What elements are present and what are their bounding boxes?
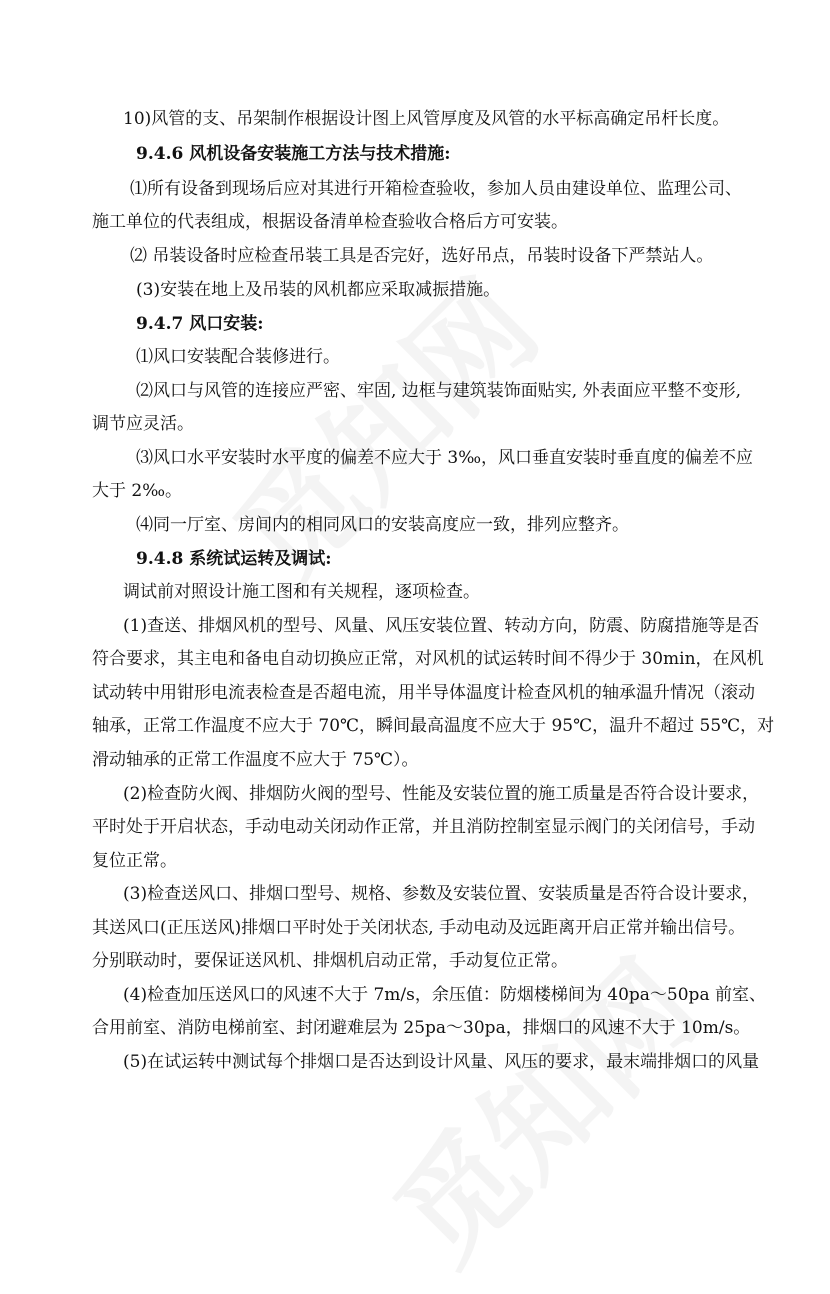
text-line: 分别联动时，要保证送风机、排烟机启动正常，手动复位正常。 [92,951,568,971]
text-line: 复位正常。 [92,851,177,871]
text-line: ⑵ 吊装设备时应检查吊装工具是否完好，选好吊点，吊装时设备下严禁站人。 [130,246,714,266]
text-line: ⑴所有设备到现场后应对其进行开箱检查验收，参加人员由建设单位、监理公司、 [130,179,742,199]
text-line: 试动转中用钳形电流表检查是否超电流，用半导体温度计检查风机的轴承温升情况（滚动 [92,683,755,703]
text-line: 调试前对照设计施工图和有关规程，逐项检查。 [123,582,480,602]
text-line: ⑶风口水平安装时水平度的偏差不应大于 3‰，风口垂直安装时垂直度的偏差不应 [136,448,754,468]
text-line: 符合要求，其主电和备电自动切换应正常，对风机的试运转时间不得少于 30min，在风机 [92,649,764,669]
text-line: ⑵风口与风管的连接应严密、牢固, 边框与建筑装饰面贴实, 外表面应平整不变形, [136,381,742,401]
text-line: (4)检查加压送风口的风速不大于 7m/s，余压值：防烟楼梯间为 40pa～50pa 前室、 [123,985,766,1005]
text-line: 轴承，正常工作温度不应大于 70℃，瞬间最高温度不应大于 95℃，温升不超过 55℃，对 [92,716,775,736]
text-line: 其送风口(正压送风)排烟口平时处于关闭状态, 手动电动及远距离开启正常并输出信号。 [92,918,746,938]
text-line: 大于 2‰。 [92,481,183,501]
text-line: 施工单位的代表组成，根据设备清单检查验收合格后方可安装。 [92,212,568,232]
text-line: (3)安装在地上及吊装的风机都应采取减振措施。 [136,280,501,300]
section-heading: 9.4.7 风口安装: [136,314,264,334]
text-line: 平时处于开启状态，手动电动关闭动作正常，并且消防控制室显示阀门的关闭信号，手动 [92,817,755,837]
section-heading: 9.4.6 风机设备安装施工方法与技术措施: [136,144,451,164]
text-line: (3)检查送风口、排烟口型号、规格、参数及安装位置、安装质量是否符合设计要求， [123,884,760,904]
text-line: ⑴风口安装配合装修进行。 [136,347,340,367]
section-heading: 9.4.8 系统试运转及调试: [136,549,332,569]
text-line: (2)检查防火阀、排烟防火阀的型号、性能及安装位置的施工质量是否符合设计要求， [123,784,760,804]
text-line: ⑷同一厅室、房间内的相同风口的安装高度应一致，排列应整齐。 [136,515,629,535]
text-line: 滑动轴承的正常工作温度不应大于 75℃）。 [92,750,419,770]
text-line: (5)在试运转中测试每个排烟口是否达到设计风量、风压的要求，最末端排烟口的风量 [123,1052,760,1072]
watermark [352,918,728,1294]
text-line: (1)查送、排烟风机的型号、风量、风压安装位置、转动方向，防震、防腐措施等是否 [123,616,760,636]
text-line: 合用前室、消防电梯前室、封闭避难层为 25pa～30pa，排烟口的风速不大于 10m/s。 [92,1018,751,1038]
text-line: 10)风管的支、吊架制作根据设计图上风管厚度及风管的水平标高确定吊杆长度。 [123,109,730,129]
text-line: 调节应灵活。 [92,414,194,434]
